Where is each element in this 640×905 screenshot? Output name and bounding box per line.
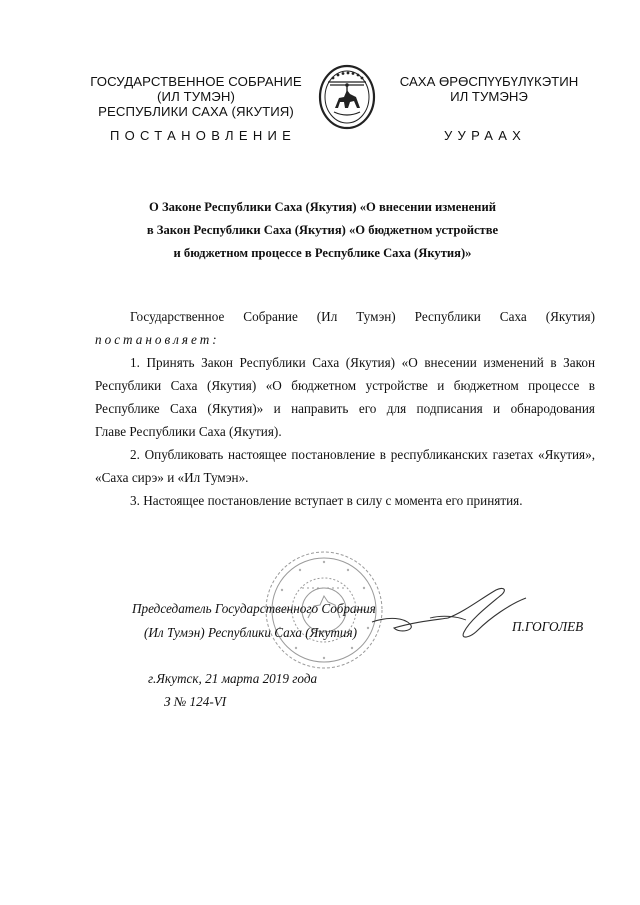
issuer-line-2: (ИЛ ТУМЭН) (157, 89, 235, 104)
signatory-role-line-1: Председатель Государственного Собрания (132, 601, 376, 616)
document-number: З № 124-VI (164, 694, 227, 709)
signatory-role-line-2: (Ил Тумэн) Республики Саха (Якутия) (144, 625, 358, 640)
issuer-sakha-line-2: ИЛ ТУМЭНЭ (450, 89, 528, 104)
coat-of-arms-icon (317, 64, 377, 130)
issuer-line-3: РЕСПУБЛИКИ САХА (ЯКУТИЯ) (98, 104, 294, 119)
title-line-3: и бюджетном процессе в Республике Саха (Якутия)» (173, 246, 472, 260)
handwritten-signature (370, 582, 530, 644)
item-1-line-1: 1. Принять Закон Республики Саха (Якутия) «О внесении изменений в Закон (130, 355, 595, 370)
place-date: г.Якутск, 21 марта 2019 года (148, 671, 318, 686)
issuer-line-1: ГОСУДАРСТВЕННОЕ СОБРАНИЕ (90, 74, 302, 89)
issuer-sakha-line-1: САХА ӨРӨСПҮҮБҮЛҮКЭТИН (399, 74, 579, 89)
title-line-2: в Закон Республики Саха (Якутия) «О бюджетном устройстве (146, 223, 499, 237)
intro-line: Государственное Собрание (Ил Тумэн) Республики Саха (Якутия) (130, 309, 595, 324)
issuer-name-ru (76, 74, 316, 119)
place-and-date-block (148, 667, 317, 713)
resolves-line: постановляет: (95, 332, 220, 347)
signatory-role (132, 597, 392, 645)
document-title (110, 196, 535, 265)
item-1-line-4: Главе Республики Саха (Якутия). (95, 424, 282, 439)
document-type-sakha: УУРААХ (444, 128, 527, 143)
title-line-1: О Законе Республики Саха (Якутия) «О внесении изменений (149, 200, 496, 214)
signatory-name: П.ГОГОЛЕВ (512, 619, 584, 634)
document-type-ru: ПОСТАНОВЛЕНИЕ (110, 128, 297, 143)
item-1-line-2: Республики Саха (Якутия) «О бюджетном устройстве и бюджетном процессе в (95, 378, 595, 393)
document-body (95, 305, 595, 512)
item-2-line-1: 2. Опубликовать настоящее постановление в республиканских газетах «Якутия», (130, 447, 595, 462)
item-1-line-3: Республике Саха (Якутия)» и направить его для подписания и обнародования (95, 401, 595, 416)
issuer-name-sakha (384, 74, 594, 104)
item-3: 3. Настоящее постановление вступает в силу с момента его принятия. (130, 493, 523, 508)
item-2-line-2: «Саха сирэ» и «Ил Тумэн». (95, 470, 249, 485)
